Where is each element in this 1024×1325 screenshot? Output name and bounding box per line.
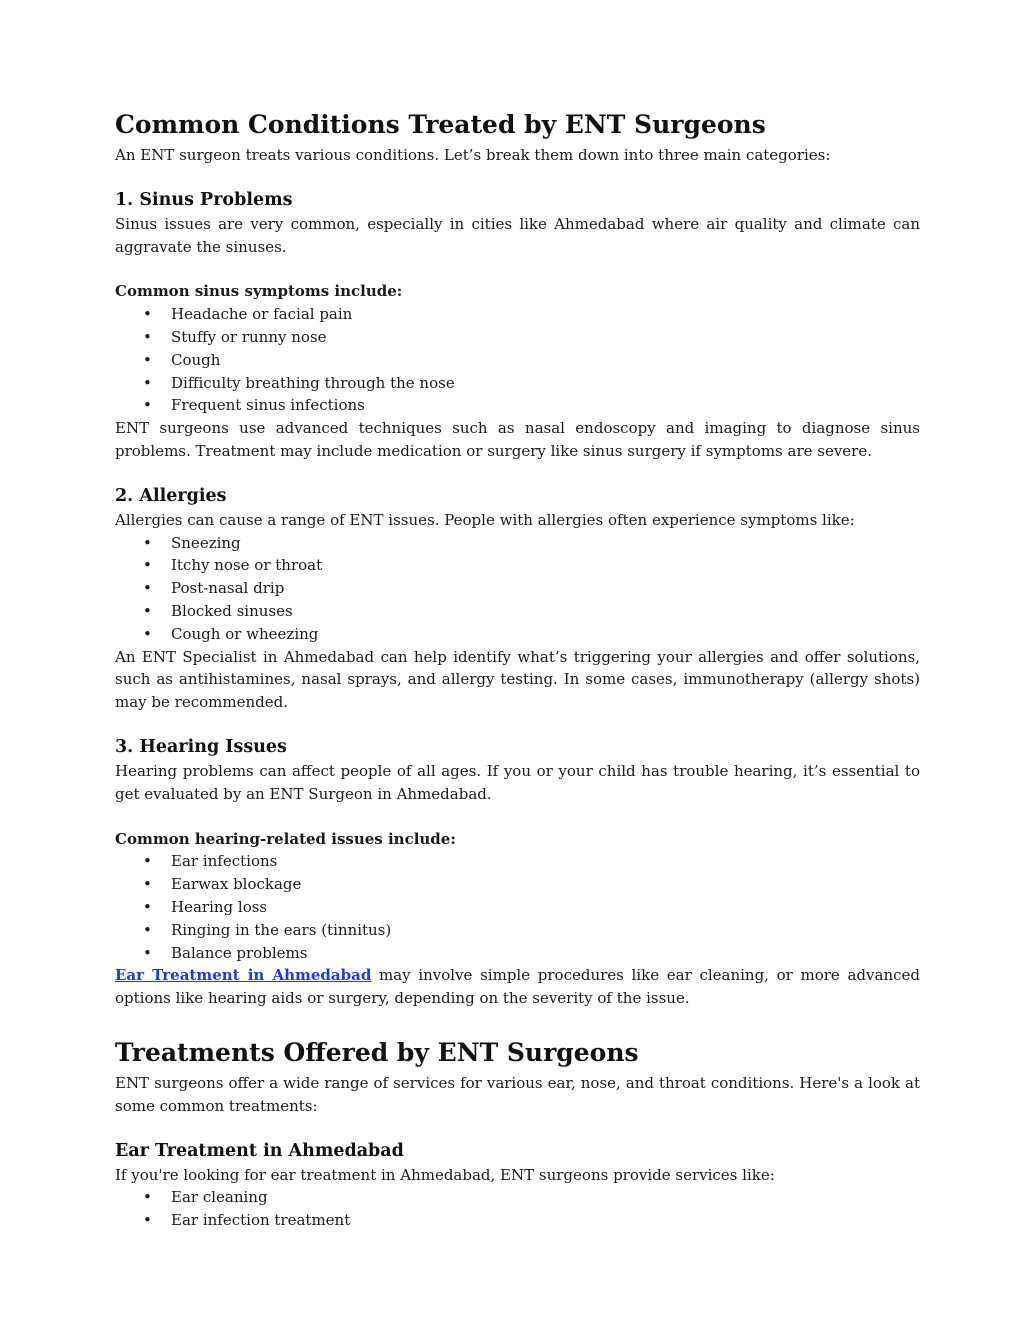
bullet-icon: •	[143, 350, 152, 369]
list-item: • Ear cleaning	[115, 1186, 920, 1209]
list-item: • Difficulty breathing through the nose	[115, 372, 920, 395]
list-item: • Earwax blockage	[115, 873, 920, 896]
ear-treatment-list	[115, 1186, 920, 1232]
heading-hearing: 3. Hearing Issues	[115, 736, 287, 757]
document-page	[115, 106, 920, 1232]
list-item: • Ringing in the ears (tinnitus)	[115, 919, 920, 942]
list-item: • Headache or facial pain	[115, 303, 920, 326]
bullet-icon: •	[143, 373, 152, 392]
list-item: • Cough or wheezing	[115, 623, 920, 646]
allergies-symptom-list	[115, 532, 920, 646]
allergies-after-paragraph: An ENT Specialist in Ahmedabad can help identify what’s triggering your allergies and offer solutions, such as antihistamines, nasal sprays, and allergy testing. In some cases, immunotherapy (allergy shots) may be recommended.	[115, 647, 920, 712]
list-item: • Ear infections	[115, 850, 920, 873]
hearing-paragraph: Hearing problems can affect people of all ages. If you or your child has trouble hearing, it’s essential to get evaluated by an ENT Surgeon in Ahmedabad.	[115, 761, 920, 803]
bullet-icon: •	[143, 624, 152, 643]
section-title-conditions: Common Conditions Treated by ENT Surgeons	[115, 110, 766, 139]
hearing-issue-list	[115, 850, 920, 964]
list-item: • Ear infection treatment	[115, 1209, 920, 1232]
list-item: • Cough	[115, 349, 920, 372]
bullet-icon: •	[143, 396, 152, 415]
sinus-list-title: Common sinus symptoms include:	[115, 282, 403, 301]
ear-treatment-paragraph: If you're looking for ear treatment in Ahmedabad, ENT surgeons provide services like:	[115, 1165, 775, 1184]
sinus-symptom-list	[115, 303, 920, 417]
section-intro-conditions: An ENT surgeon treats various conditions. Let’s break them down into three main categories:	[115, 146, 831, 164]
hearing-after-paragraph: Ear Treatment in Ahmedabad may involve simple procedures like ear cleaning, or more advanced options like hearing aids or surgery, depending on the severity of the issue.	[115, 966, 920, 1008]
bullet-icon: •	[143, 852, 152, 871]
bullet-icon: •	[143, 920, 152, 939]
bullet-icon: •	[143, 579, 152, 598]
bullet-icon: •	[143, 601, 152, 620]
list-item: • Balance problems	[115, 942, 920, 965]
list-item: • Itchy nose or throat	[115, 554, 920, 577]
list-item: • Blocked sinuses	[115, 600, 920, 623]
bullet-icon: •	[143, 897, 152, 916]
list-item: • Stuffy or runny nose	[115, 326, 920, 349]
bullet-icon: •	[143, 556, 152, 575]
list-item: • Frequent sinus infections	[115, 394, 920, 417]
list-item: • Sneezing	[115, 532, 920, 555]
bullet-icon: •	[143, 305, 152, 324]
bullet-icon: •	[143, 943, 152, 962]
list-item: • Hearing loss	[115, 896, 920, 919]
allergies-paragraph: Allergies can cause a range of ENT issues. People with allergies often experience symptoms like:	[115, 510, 855, 529]
bullet-icon: •	[143, 875, 152, 894]
bullet-icon: •	[143, 327, 152, 346]
ear-treatment-link[interactable]: Ear Treatment in Ahmedabad	[115, 966, 372, 985]
bullet-icon: •	[143, 533, 152, 552]
section-intro-treatments: ENT surgeons offer a wide range of services for various ear, nose, and throat conditions. Here's a look at some common treatments:	[115, 1073, 920, 1115]
bullet-icon: •	[143, 1188, 152, 1207]
sinus-paragraph: Sinus issues are very common, especially in cities like Ahmedabad where air quality and climate can aggravate the sinuses.	[115, 214, 920, 256]
heading-ear-treatment: Ear Treatment in Ahmedabad	[115, 1140, 404, 1161]
heading-sinus: 1. Sinus Problems	[115, 189, 293, 210]
section-title-treatments: Treatments Offered by ENT Surgeons	[115, 1037, 639, 1067]
hearing-list-title: Common hearing-related issues include:	[115, 829, 456, 848]
sinus-after-paragraph: ENT surgeons use advanced techniques such as nasal endoscopy and imaging to diagnose sinus problems. Treatment may include medication or surgery like sinus surgery if symptoms are severe.	[115, 419, 920, 460]
list-item: • Post-nasal drip	[115, 577, 920, 600]
heading-allergies: 2. Allergies	[115, 485, 227, 506]
bullet-icon: •	[143, 1211, 152, 1230]
